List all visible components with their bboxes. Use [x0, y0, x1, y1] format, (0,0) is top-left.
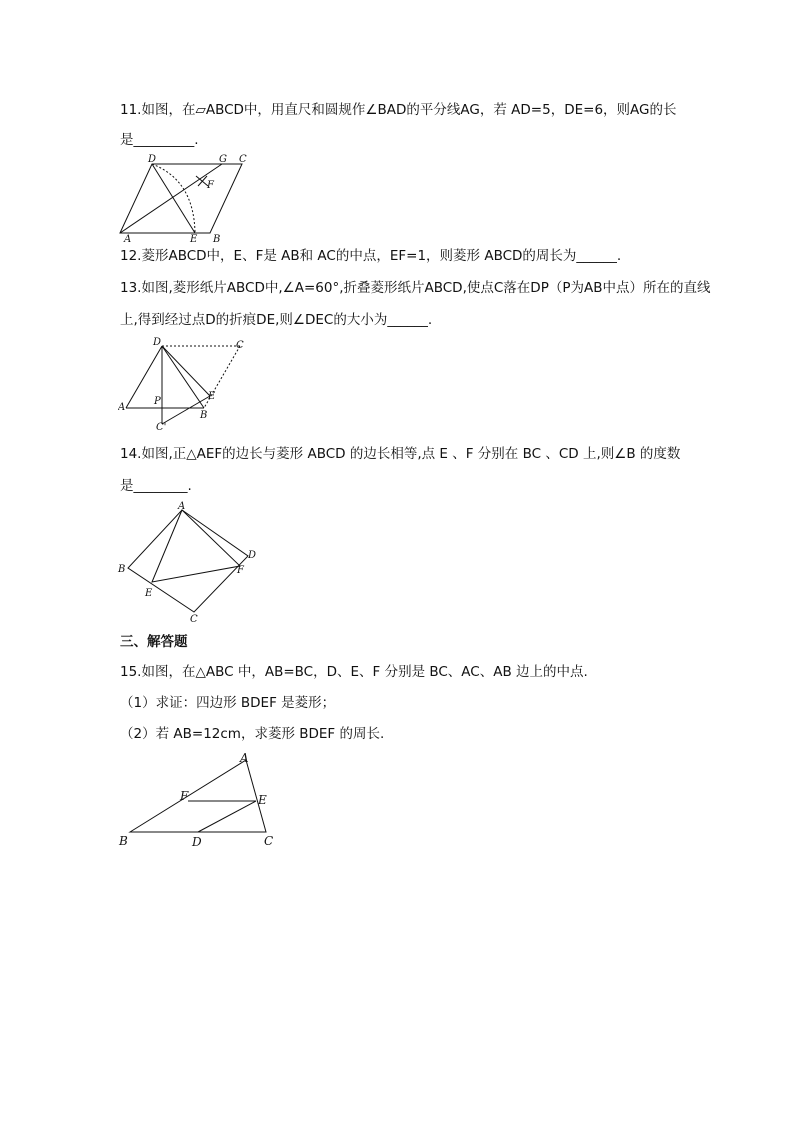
q15-label-c: C [264, 834, 274, 848]
q15-label-f: F [180, 789, 189, 803]
q15-label-e: E [258, 793, 267, 807]
q13-text-line1: 13.如图,菱形纸片ABCD中,∠A=60°,折叠菱形纸片ABCD,使点C落在DP（P为AB中点）所在的直线 [120, 280, 711, 296]
q13-crease-de [162, 346, 210, 396]
q13-label-c: C [236, 340, 244, 351]
q13-label-c-prime: C' [156, 422, 167, 432]
q14-figure [116, 500, 266, 624]
q11-figure [118, 152, 258, 244]
q15-label-d: D [192, 835, 202, 849]
q11-segment-de [152, 164, 195, 233]
q13-label-b: B [200, 410, 208, 421]
q14-label-d: D [248, 550, 257, 561]
q11-label-f: F [207, 180, 214, 191]
q15-text-line1: 15.如图，在△ABC 中，AB=BC，D、E、F 分别是 BC、AC、AB 边上的中点. [120, 664, 588, 680]
q15-part2: （2）若 AB=12cm，求菱形 BDEF 的周长. [120, 726, 385, 742]
q14-text-line1: 14.如图,正△AEF的边长与菱形 ABCD 的边长相等,点 E 、F 分别在 BC 、CD 上,则∠B 的度数 [120, 446, 681, 462]
q11-label-a: A [124, 234, 132, 244]
q11-parallelogram [120, 164, 242, 233]
q13-figure [118, 336, 252, 432]
q13-label-a: A [118, 402, 126, 413]
q11-text-line2: 是_________. [120, 132, 199, 148]
q11-label-b: B [213, 234, 221, 244]
q14-text-line2: 是________. [120, 478, 192, 494]
q14-label-c: C [190, 614, 198, 624]
q11-label-c: C [239, 154, 247, 165]
q11-label-e: E [190, 234, 198, 244]
q11-text-line1: 11.如图，在▱ABCD中，用直尺和圆规作∠BAD的平分线AG，若 AD=5，DE=6，则AG的长 [120, 102, 677, 118]
q13-label-p: P [154, 396, 161, 407]
q14-label-f: F [237, 565, 244, 576]
q14-label-b: B [118, 564, 126, 575]
q15-part1: （1）求证：四边形 BDEF 是菱形； [120, 695, 336, 711]
section-3-heading: 三、解答题 [120, 634, 188, 650]
q15-figure [116, 752, 286, 850]
q11-label-g: G [219, 154, 227, 165]
q15-label-a: A [240, 752, 249, 765]
q15-triangle-abc [130, 760, 266, 832]
q11-label-d: D [148, 154, 157, 165]
q15-label-b: B [119, 834, 128, 848]
q13-text-line2: 上,得到经过点D的折痕DE,则∠DEC的大小为______. [120, 312, 433, 328]
q15-segment-de [198, 801, 256, 832]
q13-segment-db [162, 346, 204, 408]
q13-label-e: E [208, 391, 216, 402]
q14-equilateral-triangle [152, 510, 240, 582]
q13-label-d: D [153, 337, 162, 348]
q14-label-e: E [145, 588, 153, 599]
q12-text-line1: 12.菱形ABCD中，E、F是 AB和 AC的中点，EF=1，则菱形 ABCD的周长为______. [120, 248, 622, 264]
q14-label-a: A [178, 501, 186, 512]
